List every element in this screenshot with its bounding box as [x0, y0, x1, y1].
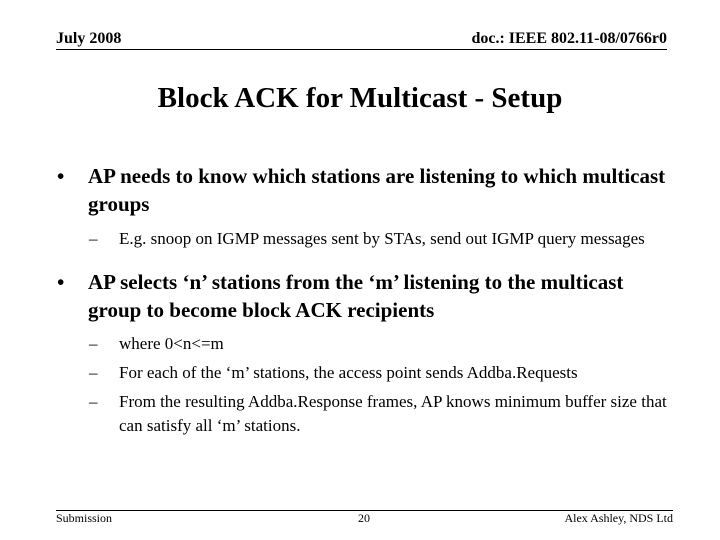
bullet-item	[56, 162, 676, 218]
sub-bullet-text: E.g. snoop on IGMP messages sent by STAs, send out IGMP query messages	[119, 229, 645, 248]
header-date: July 2008	[56, 30, 122, 47]
bullet-list	[56, 162, 676, 438]
sub-bullet-text: From the resulting Addba.Response frames, AP knows minimum buffer size that can satisfy all ‘m’ stations.	[119, 392, 667, 435]
sub-bullet-list	[56, 227, 676, 251]
sub-bullet-list	[56, 332, 676, 438]
footer-page-number: 20	[358, 511, 370, 525]
sub-bullet-marker: –	[89, 334, 98, 353]
bullet-marker: •	[57, 270, 65, 294]
slide-title: Block ACK for Multicast - Setup	[157, 82, 563, 114]
header-doc-id: doc.: IEEE 802.11-08/0766r0	[471, 30, 667, 47]
sub-bullet-item	[56, 390, 676, 438]
footer-author: Alex Ashley, NDS Ltd	[564, 511, 673, 525]
header-divider	[56, 49, 667, 50]
footer-submission: Submission	[56, 511, 113, 525]
bullet-marker: •	[57, 164, 65, 188]
sub-bullet-text: For each of the ‘m’ stations, the access point sends Addba.Requests	[119, 363, 578, 382]
bullet-item	[56, 268, 676, 324]
sub-bullet-text: where 0<n<=m	[119, 334, 224, 353]
sub-bullet-marker: –	[89, 363, 98, 382]
sub-bullet-item	[56, 361, 676, 385]
bullet-text: AP selects ‘n’ stations from the ‘m’ listening to the multicast group to become block ACK recipients	[88, 270, 624, 322]
sub-bullet-item	[56, 227, 676, 251]
sub-bullet-marker: –	[89, 229, 98, 248]
sub-bullet-marker: –	[89, 392, 98, 411]
sub-bullet-item	[56, 332, 676, 356]
bullet-text: AP needs to know which stations are listening to which multicast groups	[88, 164, 666, 216]
